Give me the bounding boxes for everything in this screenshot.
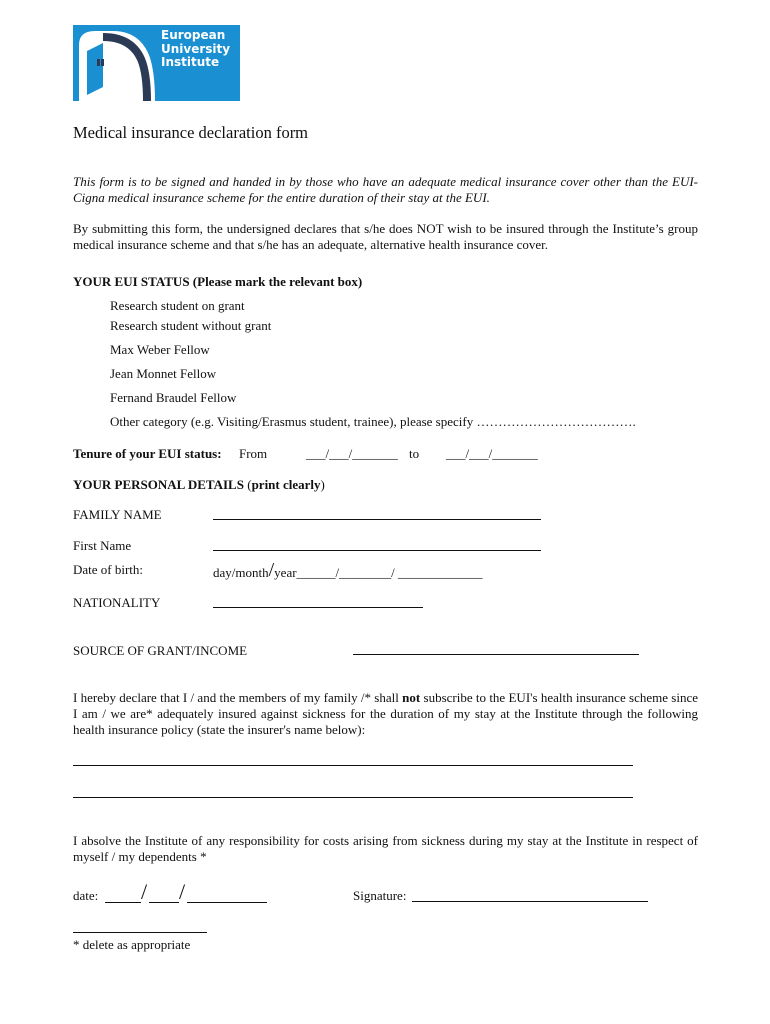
status-option-other[interactable] xyxy=(110,414,636,430)
declaration-part-2: subscribe to the EUI's health insurance scheme since I am / we are* adequately insured against sickness for the duration of my stay at the Institute through the following health insurance policy (state the insurer's name below): xyxy=(73,690,699,737)
date-field[interactable] xyxy=(105,879,267,904)
first-name-label: First Name xyxy=(73,538,132,553)
personal-heading-bold: YOUR PERSONAL DETAILS xyxy=(73,477,244,492)
dob-large-slash: / xyxy=(268,559,275,581)
absolve-text: I absolve the Institute of any responsibility for costs arising from sickness during my stay at the Institute in respect of myself / my dependents * xyxy=(73,833,698,864)
logo-line-1: European xyxy=(161,28,226,42)
tenure-to-field[interactable]: ___/___/_______ xyxy=(446,446,538,461)
footnote-text: * delete as appropriate xyxy=(73,937,191,952)
status-option-fernand-braudel[interactable] xyxy=(110,390,236,406)
signature-field[interactable] xyxy=(412,901,648,902)
status-heading: YOUR EUI STATUS (Please mark the relevant box) xyxy=(73,274,363,289)
signature-label: Signature: xyxy=(353,888,407,903)
insurer-line-1[interactable] xyxy=(73,765,633,766)
form-title: Medical insurance declaration form xyxy=(73,123,309,142)
date-month-line xyxy=(149,902,179,903)
nationality-field[interactable] xyxy=(213,607,423,608)
nationality-label: NATIONALITY xyxy=(73,595,161,610)
insurer-line-2[interactable] xyxy=(73,797,633,798)
date-slash-2: / xyxy=(179,879,186,904)
eui-logo xyxy=(73,25,240,101)
declaration-not: not xyxy=(402,690,421,705)
status-option-label: Fernand Braudel Fellow xyxy=(110,390,237,405)
logo-wordmark xyxy=(161,29,230,70)
dob-field[interactable] xyxy=(213,559,483,581)
intro-italic: This form is to be signed and handed in by those who have an adequate medical insurance cover other than the EUI-Cigna medical insurance scheme for the entire duration of their stay at the EUI. xyxy=(73,174,698,205)
status-option-label: Other category (e.g. Visiting/Erasmus student, trainee), please specify ………………………………. xyxy=(110,414,636,429)
date-day-line xyxy=(105,902,141,903)
declaration-text xyxy=(73,690,698,738)
personal-details-heading xyxy=(73,477,325,493)
date-slash-1: / xyxy=(141,879,148,904)
status-option-label: Research student on grant xyxy=(110,298,245,313)
tenure-from-field[interactable]: ___/___/_______ xyxy=(306,446,398,461)
dob-label: Date of birth: xyxy=(73,562,144,577)
tenure-to-label: to xyxy=(409,446,420,461)
personal-heading-close: ) xyxy=(320,477,325,492)
status-option-label: Jean Monnet Fellow xyxy=(110,366,217,381)
footnote-rule xyxy=(73,932,207,933)
status-option-max-weber[interactable] xyxy=(110,342,210,358)
status-option-research-grant[interactable] xyxy=(110,298,245,314)
family-name-field[interactable] xyxy=(213,519,541,520)
personal-heading-inner: print clearly xyxy=(251,477,321,492)
declaration-part-1: I hereby declare that I / and the members of my family /* shall xyxy=(73,690,403,705)
family-name-label: FAMILY NAME xyxy=(73,507,162,522)
source-income-field[interactable] xyxy=(353,654,639,655)
status-option-label: Max Weber Fellow xyxy=(110,342,210,357)
tenure-label: Tenure of your EUI status: xyxy=(73,446,222,461)
dob-format-day-month: day/month xyxy=(213,565,269,580)
intro-plain: By submitting this form, the undersigned declares that s/he does NOT wish to be insured through the Institute’s group medical insurance scheme and that s/he has an adequate, alternative health insurance cover. xyxy=(73,221,698,252)
personal-heading-open: ( xyxy=(243,477,252,492)
logo-line-3: Institute xyxy=(161,55,220,69)
date-label: date: xyxy=(73,888,99,903)
status-option-jean-monnet[interactable] xyxy=(110,366,216,382)
status-option-research-no-grant[interactable] xyxy=(110,318,271,334)
tenure-from-label: From xyxy=(239,446,268,461)
dob-format-year: year______/________/ _____________ xyxy=(274,565,483,580)
first-name-field[interactable] xyxy=(213,550,541,551)
institute-building-icon xyxy=(73,25,159,101)
logo-line-2: University xyxy=(161,41,231,56)
source-income-label: SOURCE OF GRANT/INCOME xyxy=(73,643,248,658)
status-option-label: Research student without grant xyxy=(110,318,272,333)
date-year-line xyxy=(187,902,267,903)
